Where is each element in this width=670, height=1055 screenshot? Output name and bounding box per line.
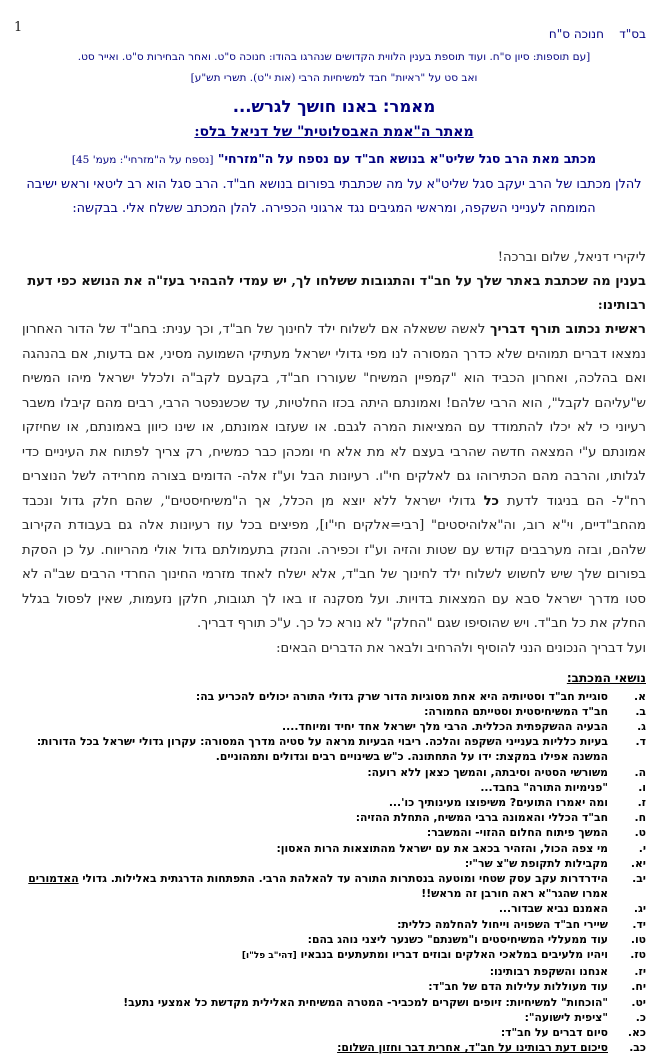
subject-16-text: ויהיו מלעיבים במלאכי האלקים ובוזים דבריו ומתעתעים בנבאיו xyxy=(297,948,608,961)
subject-letter: כ. xyxy=(608,1010,646,1025)
subject-item-6 xyxy=(22,780,646,795)
subject-text: האמנם נביא שבדור... xyxy=(22,901,608,916)
subject-letter: ה. xyxy=(608,765,646,780)
subject-letter: י. xyxy=(608,841,646,856)
subject-letter: יז. xyxy=(608,964,646,979)
additions-note-line-1: [עם תוספות: סיון ס"ח. ועוד תוספת בענין הלווית הקדושים שנהרגו בהודו: חנוכה ס"ט. ואחר הבחירות ס"ט. ואייר סט. xyxy=(22,47,646,68)
closing-line: ועל דבריך הנכונים הנני להוסיף ולהרחיב ולבאר את הדברים הבאים: xyxy=(22,637,646,661)
subject-letter: יב. xyxy=(608,871,646,886)
subject-text: מקבילות לתקופת ש"צ שר"י: xyxy=(22,856,608,871)
body-emphasis-word: כל xyxy=(484,494,499,509)
subject-text: משורשי הסטיה וסיבתה, והמשך כצאן ללא רועה: xyxy=(22,765,608,780)
intro-paragraph: להלן מכתבו של הרב יעקב סגל שליט"א על מה שכתבתי בפורום בנושא חב"ד. הרב סגל הוא רב ליטאי וראש ישיבה המומחה לענייני השקפה, ומראשי המגיבים נגד ארגוני הכפירה. להלן המכתב ששלח אלי. בבקשה: xyxy=(22,173,646,221)
subject-letter: יד. xyxy=(608,917,646,932)
body-part-1: לאשה ששאלה אם לשלוח ילד לחינוך של חב"ד, וכך ענית: בחב"ד של הדור האחרון נמצאו דברים תמוהים שלא כדרך המסורה לנו מפי גדולי ישראל מעתיקי השמועה מסיני, אם בדעות, אם בהנהגה ואם בהלכה, ואחרון הכביד הוא "קמפיין המשיח" שעוררו חב"ד, בקבעם לקב"ה ולכלל ישראל מיהו המשיח ש"עליהם לקבל", הוא הרבי שלהם! ואמונתם היתה בכזו החלטיות, עד שכשנפטר הרבי, רבים מהם קיבלו משבר רעיוני כי לא יכלו להתמודד עם המציאות המרה לגבם. או שעזבו אמונתם, או שינו כיוון באמונתם, או שחיזקו אמונתם ע"י המצאה חדשה שהרבי בעצם לא מת אלא חי ומכהן כבר כמשיח, רק צריך לפתוח את העיניים כדי לגלותו, והרבה מהם הכתירוהו גם לאלקים חי"ו. רעיונות הבל וע"ז אלה- הדומים בצורה מחרידה לשל הנוצרים רח"ל- הם בניגוד לדעת xyxy=(22,322,646,509)
subject-text: "ציפית לישועה": xyxy=(22,1010,608,1025)
subject-text: סיכום דעת רבותינו על חב"ד, אחרית דבר וחזון השלום: xyxy=(22,1040,608,1055)
subject-item-1 xyxy=(22,689,646,704)
subject-item-16 xyxy=(22,947,646,964)
subject-letter: טו. xyxy=(608,932,646,947)
subject-letter: יט. xyxy=(608,995,646,1010)
subject-item-5 xyxy=(22,765,646,780)
subject-12-underlined-word: האדמורים xyxy=(28,872,78,885)
subject-item-12 xyxy=(22,871,646,901)
page-number: 1 xyxy=(14,20,22,35)
subject-item-15 xyxy=(22,932,646,947)
subject-text: עוד מעוללות עלילות הדם של חב"ד: xyxy=(22,979,608,994)
subject-12-pre: הידרדרות עקב עסק שטחי ומוטעה בנסתרות התורה עד להאלהת הרבי. התפתחות הדרגתית באלילות. גדולי xyxy=(79,872,608,885)
body-part-2: גדולי ישראל ללא יוצא מן הכלל, אך ה"משיחיסטים", שהם חלק גדול ונכבד מהחב"דיים, וי"א רוב, וה"אלוהיסטים" [רבי=אלקים חי"ו], מפיצים בכל עוז רעיונות אלה גם בעבודת הקירוב שלהם, ובזה מערבבים קודש עם שטות והזיה וע"ז וכפירה. והנזק בתעמולתם גדול אולי מהריווח. על כן הסקת בפורום שלך שיש לחשוש לשלוח ילד לחינוך של חב"ד, אלא ישלח לאחד מזרמי החינוך החרדי הרבים שב"ה לא סטו מדרך ישראל סבא עם המצאות בדויות. ועל מסקנה זו באו לך תגובות, חלקן נזעמות, שאין לפסול בגלל החלק את כל חב"ד. ויש שהוסיפו שגם "החלק" לא נורא כל כך. ע"כ תורף דבריך. xyxy=(22,494,646,632)
subject-letter: כב. xyxy=(608,1040,646,1055)
subject-text: עוד ממעללי המשיחיסטים ו"משנתם" כשנער ליצני נוהג בהם: xyxy=(22,932,608,947)
subject-text: המשך פיתוח החלום ההזוי- והמשבר: xyxy=(22,825,608,840)
article-title: מאמר: באנו חושך לגרש... xyxy=(22,96,646,118)
subject-item-11 xyxy=(22,856,646,871)
subject-letter: יג. xyxy=(608,901,646,916)
subject-12-post: אמרו שהגר"א ראה חורבן זה מראש!! xyxy=(421,887,608,900)
subject-item-19 xyxy=(22,995,646,1010)
subject-letter: ב. xyxy=(608,704,646,719)
subject-item-17 xyxy=(22,964,646,979)
subject-text: שיירי חב"ד השפויה וייחול להחלמה כללית: xyxy=(22,917,608,932)
subject-text: בעיות כלליות בענייני השקפה והלכה. ריבוי הבעיות מראה על סטיה מדרך המסורה: עקרון גדולי ישראל בכל הדורות: המשנה אפילו במקצת: ידו על התחתונה. כ"ש בשינויים רבים וגדולים ותמהוניים. xyxy=(22,734,608,764)
subject-letter: יא. xyxy=(608,856,646,871)
letter-heading: מכתב מאת הרב סגל שליט"א בנושא חב"ד עם נספח על ה"מזרחי" xyxy=(213,151,596,166)
subject-letter: טז. xyxy=(608,947,646,962)
subject-item-18 xyxy=(22,979,646,994)
subject-item-3 xyxy=(22,719,646,734)
additions-note xyxy=(22,47,646,89)
subject-item-7 xyxy=(22,795,646,810)
dateline: בס"ד חנוכה ס"ח xyxy=(22,26,646,42)
subject-letter: יח. xyxy=(608,979,646,994)
subject-item-4 xyxy=(22,734,646,764)
subject-letter: ג. xyxy=(608,719,646,734)
body-lead-bold: ראשית נכתוב תורף דבריך xyxy=(490,322,646,337)
subject-16-source-ref: [דהי"ב פל"ו] xyxy=(242,951,297,961)
subject-item-9 xyxy=(22,825,646,840)
subject-item-13 xyxy=(22,901,646,916)
subject-text: "הוכחות" למשיחיות: זיופים ושקרים למכביר- המטרה המשיחית האלילית מקדשת כל אמצעי נתעב! xyxy=(22,995,608,1010)
subject-text: "פנימיות התורה" בחבד... xyxy=(22,780,608,795)
letter-body-paragraph xyxy=(22,318,646,637)
subject-item-10 xyxy=(22,841,646,856)
subject-text: אנחנו והשקפת רבותינו: xyxy=(22,964,608,979)
subject-text xyxy=(22,947,608,964)
letter-heading-line xyxy=(22,148,646,170)
subject-text: סוגיית חב"ד וסטיותיה היא אחת מסוגיות הדור שרק גדולי התורה יכולים להכריע בה: xyxy=(22,689,608,704)
letter-heading-note: [נספח על ה"מזרחי": מעמ' 45] xyxy=(72,154,214,166)
subjects-heading: נושאי המכתב: xyxy=(22,670,646,687)
subject-letter: כא. xyxy=(608,1025,646,1040)
subject-item-21 xyxy=(22,1025,646,1040)
subjects-list xyxy=(22,689,646,1055)
article-subtitle: מאתר ה"אמת האבסלוטית" של דניאל בלס: xyxy=(22,122,646,142)
opening-line: בענין מה שכתבת באתר שלך על חב"ד והתגובות ששלחו לך, יש עמדי להבהיר בעז"ה את הנושא כפי דעת רבותינו: xyxy=(22,270,646,318)
subject-letter: ז. xyxy=(608,795,646,810)
subject-letter: ו. xyxy=(608,780,646,795)
subject-text: חב"ד המשיחיסטית וסטייתם החמורה: xyxy=(22,704,608,719)
subject-item-20 xyxy=(22,1010,646,1025)
subject-letter: א. xyxy=(608,689,646,704)
subject-item-8 xyxy=(22,810,646,825)
subject-letter: ד. xyxy=(608,734,646,749)
subject-text: סיום דברים על חב"ד: xyxy=(22,1025,608,1040)
additions-note-line-2: ואב סט על "ראיות" חבד למשיחיות הרבי (אות י"ט). תשרי תש"ע] xyxy=(22,68,646,89)
subject-item-2 xyxy=(22,704,646,719)
subject-item-14 xyxy=(22,917,646,932)
subject-item-22 xyxy=(22,1040,646,1055)
subject-letter: ח. xyxy=(608,810,646,825)
subject-text: ומה יאמרו התועים? משיפוצו מעינותיך כו'... xyxy=(22,795,608,810)
subject-text: הבעיה ההשקפתית הכללית. הרבי מלך ישראל אחד יחיד ומיוחד.... xyxy=(22,719,608,734)
subject-letter: ט. xyxy=(608,825,646,840)
subject-text: מי צפה הכול, והזהיר בכאב את עם ישראל מהתוצאות הרות האסון: xyxy=(22,841,608,856)
greeting: ליקירי דניאל, שלום וברכה! xyxy=(22,246,646,270)
subject-text: חב"ד הכללי והאמונה ברבי המשיח, התחלת ההזיה: xyxy=(22,810,608,825)
subject-text xyxy=(22,871,608,901)
